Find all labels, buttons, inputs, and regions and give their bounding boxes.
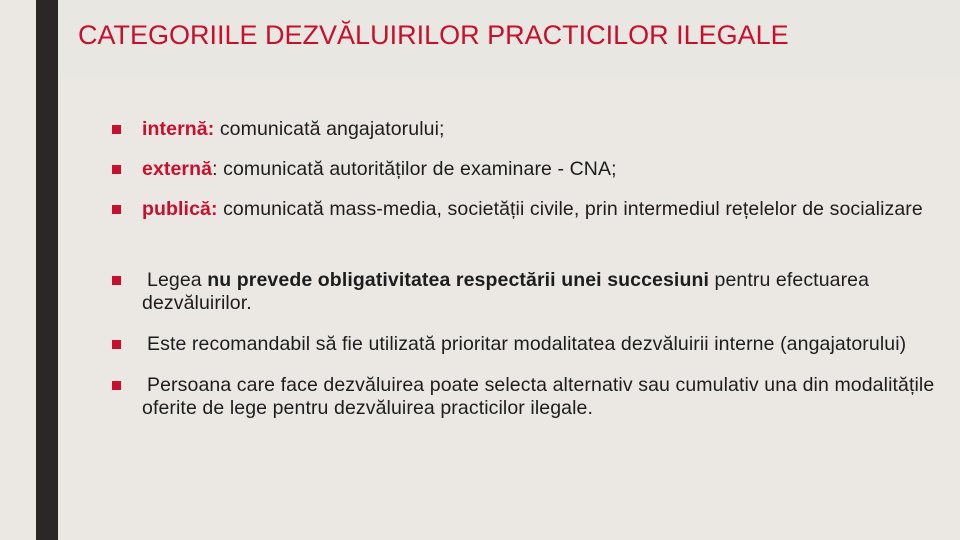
bullet-list [110, 118, 940, 438]
square-bullet-icon [112, 205, 121, 214]
bullet-text: comunicată angajatorului; [214, 118, 445, 140]
bullet-text: comunicată mass-media, societății civile, prin intermediul rețelelor de socializare [217, 198, 923, 220]
left-accent-bar [36, 0, 58, 540]
slide-title: CATEGORIILE DEZVĂLUIRILOR PRACTICILOR ILEGALE [78, 20, 789, 50]
bullet-item-recomandare [110, 333, 940, 356]
note-text-before: Legea [147, 269, 208, 291]
square-bullet-icon [112, 165, 121, 174]
note-text-after: pentru efectuarea dezvăluirilor. [142, 269, 870, 314]
bullet-item-persoana [110, 374, 940, 420]
bullet-item-externa [110, 158, 940, 181]
bullet-item-interna [110, 118, 940, 141]
square-bullet-icon [112, 125, 121, 134]
note-text-bold: nu prevede obligativitatea respectării unei succesiuni [207, 269, 709, 291]
bullet-keyword: publică: [142, 198, 218, 220]
note-text: Este recomandabil să fie utilizată prioritar modalitatea dezvăluirii interne (angajatorului) [147, 333, 907, 355]
bullet-keyword: externă [142, 158, 213, 180]
square-bullet-icon [112, 276, 121, 285]
bullet-keyword: internă: [142, 118, 215, 140]
square-bullet-icon [112, 340, 121, 349]
bullet-text: : comunicată autorităților de examinare - CNA; [212, 158, 617, 180]
square-bullet-icon [112, 381, 121, 390]
note-text: Persoana care face dezvăluirea poate selecta alternativ sau cumulativ una din modalitățile oferite de lege pentru dezvăluirea practicilor ilegale. [142, 374, 935, 419]
bullet-item-publica [110, 198, 940, 221]
bullet-item-legea [110, 269, 940, 315]
